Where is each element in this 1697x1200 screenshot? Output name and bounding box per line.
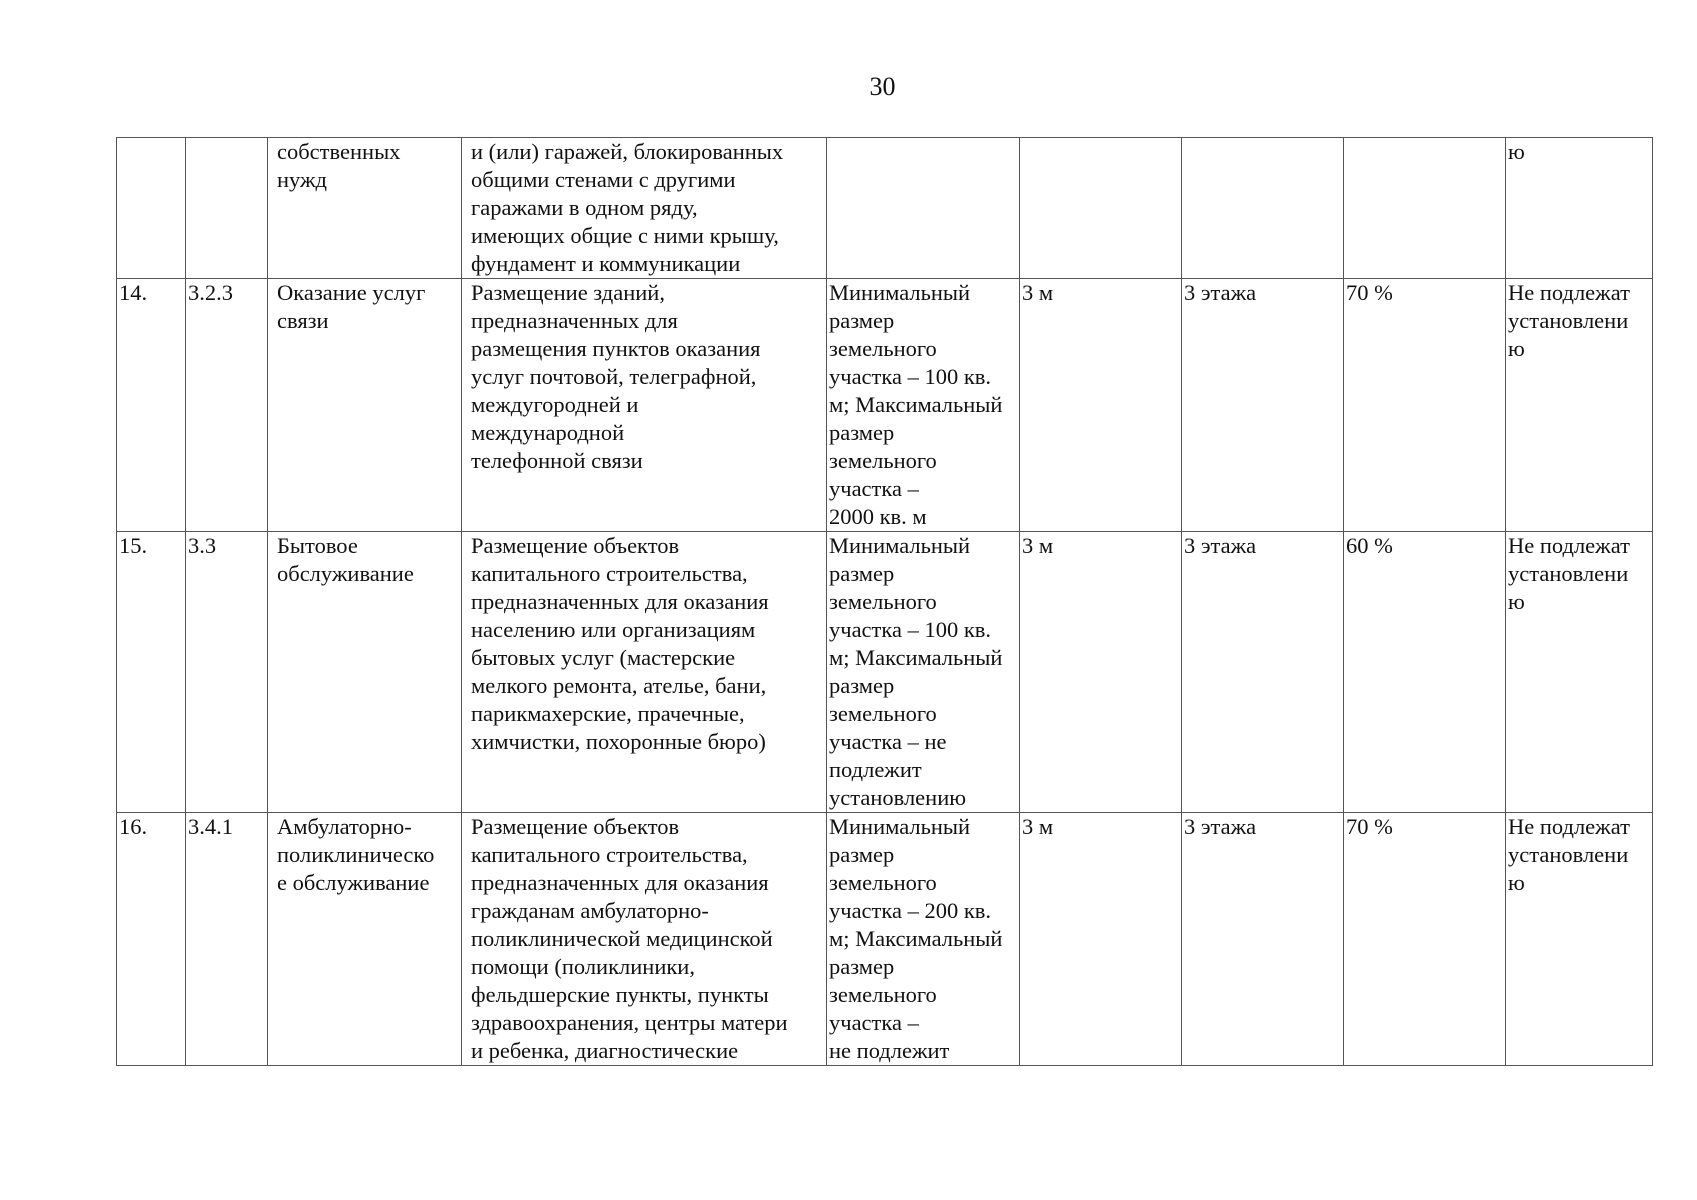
row-number-cell: 16. [117, 813, 186, 1066]
use-code-cell: 3.3 [186, 532, 268, 813]
use-description-cell: Размещение объектов капитального строительства, предназначенных для оказания гражданам амбулаторно- поликлинической медицинской помощи (поликлиники, фельдшерские пункты, пункты здравоохранения, центры матери и ребенка, диагностические [462, 813, 827, 1066]
land-use-table [116, 137, 1653, 1066]
restrictions-cell: Не подлежат установлени ю [1506, 813, 1653, 1066]
floors-cell [1182, 138, 1344, 279]
table-row [117, 138, 1653, 279]
restrictions-cell: Не подлежат установлени ю [1506, 279, 1653, 532]
row-number-cell [117, 138, 186, 279]
floors-cell: 3 этажа [1182, 279, 1344, 532]
table-row [117, 813, 1653, 1066]
floors-cell: 3 этажа [1182, 532, 1344, 813]
use-code-cell: 3.4.1 [186, 813, 268, 1066]
setback-cell: 3 м [1020, 813, 1182, 1066]
plot-size-cell: Минимальный размер земельного участка – 200 кв. м; Максимальный размер земельного участка – не подлежит [827, 813, 1020, 1066]
coverage-cell: 70 % [1344, 279, 1506, 532]
use-description-cell: Размещение объектов капитального строительства, предназначенных для оказания населению или организациям бытовых услуг (мастерские мелкого ремонта, ателье, бани, парикмахерские, прачечные, химчистки, похоронные бюро) [462, 532, 827, 813]
use-description-cell: и (или) гаражей, блокированных общими стенами с другими гаражами в одном ряду, имеющих общие с ними крышу, фундамент и коммуникации [462, 138, 827, 279]
coverage-cell: 60 % [1344, 532, 1506, 813]
coverage-cell [1344, 138, 1506, 279]
use-name-cell: Бытовое обслуживание [268, 532, 462, 813]
setback-cell: 3 м [1020, 532, 1182, 813]
use-name-cell: Оказание услуг связи [268, 279, 462, 532]
use-description-cell: Размещение зданий, предназначенных для размещения пунктов оказания услуг почтовой, телеграфной, междугородней и международной телефонной связи [462, 279, 827, 532]
page-number: 30 [869, 72, 896, 101]
use-code-cell [186, 138, 268, 279]
plot-size-cell [827, 138, 1020, 279]
coverage-cell: 70 % [1344, 813, 1506, 1066]
plot-size-cell: Минимальный размер земельного участка – 100 кв. м; Максимальный размер земельного участка – 2000 кв. м [827, 279, 1020, 532]
setback-cell [1020, 138, 1182, 279]
row-number-cell: 14. [117, 279, 186, 532]
setback-cell: 3 м [1020, 279, 1182, 532]
table-row [117, 279, 1653, 532]
restrictions-cell: ю [1506, 138, 1653, 279]
use-name-cell: Амбулаторно- поликлиническо е обслуживание [268, 813, 462, 1066]
use-name-cell: собственных нужд [268, 138, 462, 279]
use-code-cell: 3.2.3 [186, 279, 268, 532]
row-number-cell: 15. [117, 532, 186, 813]
plot-size-cell: Минимальный размер земельного участка – 100 кв. м; Максимальный размер земельного участка – не подлежит установлению [827, 532, 1020, 813]
floors-cell: 3 этажа [1182, 813, 1344, 1066]
table-row [117, 532, 1653, 813]
restrictions-cell: Не подлежат установлени ю [1506, 532, 1653, 813]
